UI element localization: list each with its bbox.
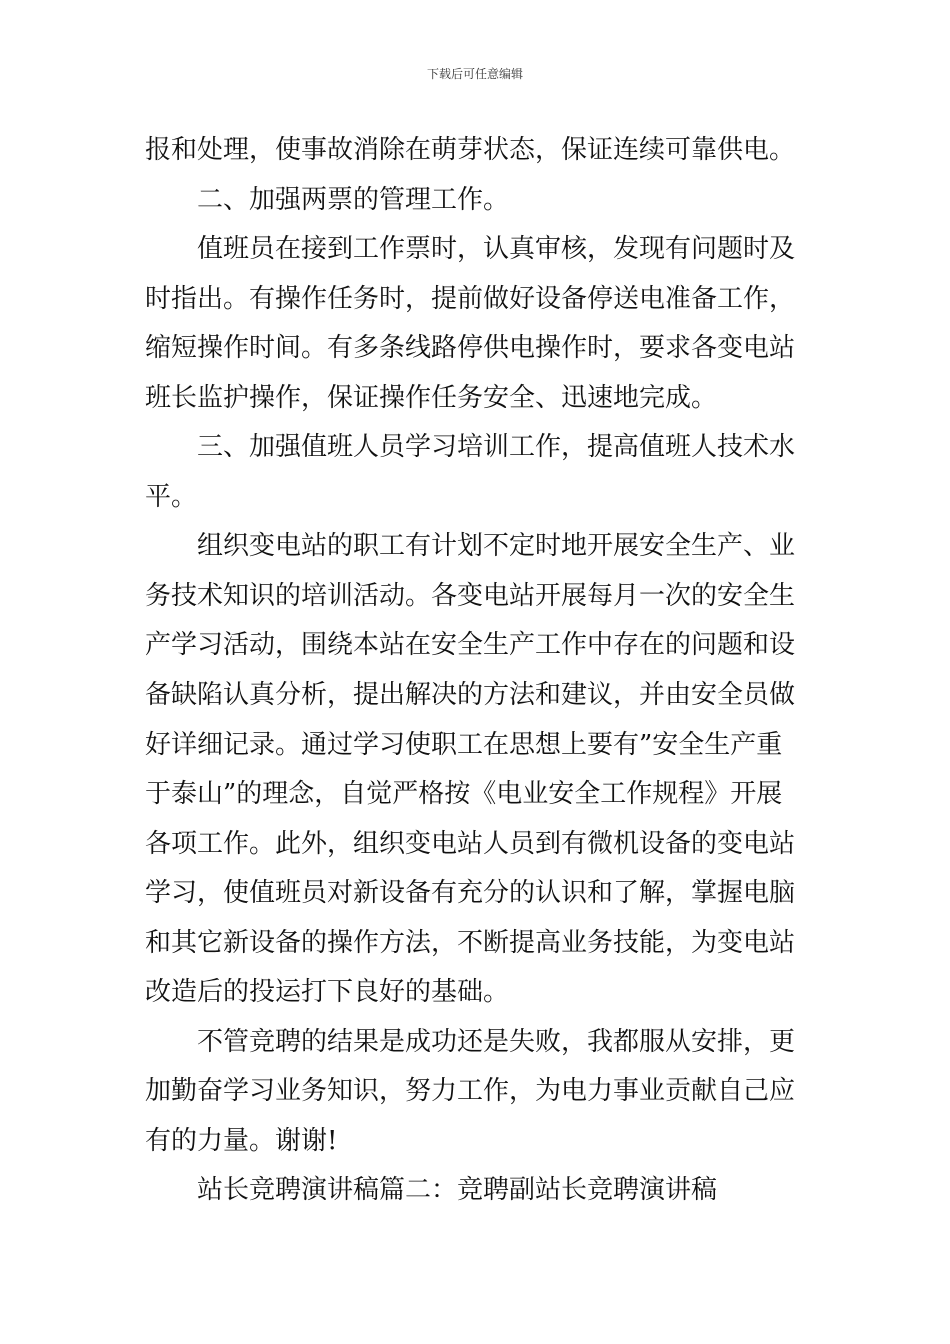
text-line: 务技术知识的培训活动。各变电站开展每月一次的安全生: [145, 580, 796, 611]
text-line: 各项工作。此外，组织变电站人员到有微机设备的变电站: [145, 828, 796, 859]
text-line: 产学习活动，围绕本站在安全生产工作中存在的问题和设: [145, 630, 796, 661]
section-heading: 三、加强值班人员学习培训工作，提高值班人技术水: [197, 432, 796, 463]
text-line: 时指出。有操作任务时，提前做好设备停送电准备工作，: [145, 283, 796, 314]
text-line: 报和处理，使事故消除在萌芽状态，保证连续可靠供电。: [145, 135, 796, 165]
section-title: 站长竞聘演讲稿篇二：竞聘副站长竞聘演讲稿: [197, 1175, 718, 1206]
text-line: 平。: [145, 481, 198, 512]
section-heading: 二、加强两票的管理工作。: [197, 184, 510, 215]
text-line: 备缺陷认真分析，提出解决的方法和建议，并由安全员做: [145, 680, 796, 711]
text-line: 组织变电站的职工有计划不定时地开展安全生产、业: [197, 531, 796, 562]
text-line: 有的力量。谢谢!: [145, 1125, 338, 1156]
text-line: 学习，使值班员对新设备有充分的认识和了解，掌握电脑: [145, 878, 796, 909]
text-line: 值班员在接到工作票时，认真审核，发现有问题时及: [197, 234, 796, 265]
text-line: 缩短操作时间。有多条线路停供电操作时，要求各变电站: [145, 333, 796, 364]
text-line: 和其它新设备的操作方法，不断提高业务技能，为变电站: [145, 927, 796, 958]
text-line: 班长监护操作，保证操作任务安全、迅速地完成。: [145, 382, 718, 413]
text-line: 加勤奋学习业务知识，努力工作，为电力事业贡献自己应: [145, 1076, 796, 1107]
text-line: 改造后的投运打下良好的基础。: [145, 977, 510, 1008]
text-line: 好详细记录。通过学习使职工在思想上要有”安全生产重: [145, 729, 783, 760]
page-header: 下载后可任意编辑: [426, 67, 523, 81]
document-body: [145, 126, 807, 1216]
text-line: 于泰山”的理念，自觉严格按《电业安全工作规程》开展: [145, 779, 783, 810]
text-line: 不管竞聘的结果是成功还是失败，我都服从安排，更: [197, 1026, 796, 1057]
